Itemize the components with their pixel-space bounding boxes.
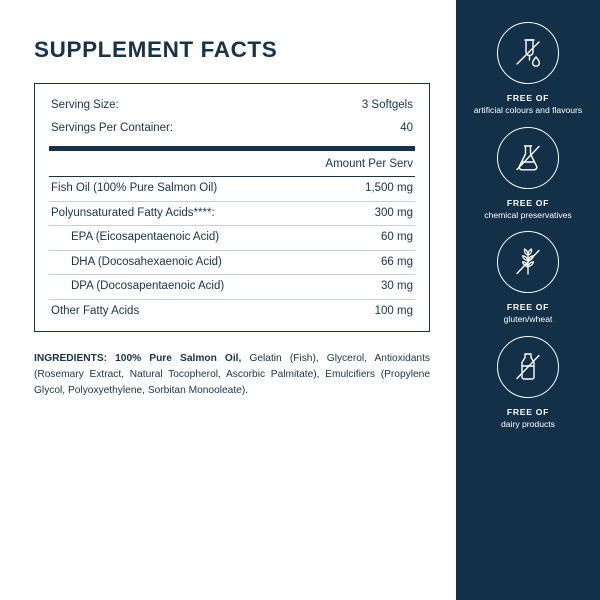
nutrient-value: 1,500 mg xyxy=(365,182,413,195)
page-title: SUPPLEMENT FACTS xyxy=(34,37,278,62)
servings-per-container-row xyxy=(49,117,415,141)
table-row xyxy=(49,300,415,324)
badge-description: dairy products xyxy=(501,418,555,429)
serving-size-value: 3 Softgels xyxy=(361,98,413,111)
badge-chemical-preservatives xyxy=(456,127,600,222)
table-row xyxy=(49,202,415,226)
table-row xyxy=(49,251,415,275)
serving-size-row xyxy=(49,94,415,118)
nutrient-label: DPA (Docosapentaenoic Acid) xyxy=(71,280,225,293)
free-of-badges-panel xyxy=(456,0,600,600)
milk-bottle-crossed-icon xyxy=(508,347,548,387)
dropper-crossed-icon xyxy=(508,33,548,73)
ingredients-bold-part: 100% Pure Salmon Oil, xyxy=(115,353,242,365)
badge-dairy-products xyxy=(456,336,600,431)
nutrient-label: EPA (Eicosapentaenoic Acid) xyxy=(71,231,220,244)
badge-circle xyxy=(497,127,559,189)
nutrient-label: Other Fatty Acids xyxy=(51,304,140,317)
badge-description: chemical preservatives xyxy=(484,209,572,220)
ingredients-paragraph xyxy=(34,351,430,398)
nutrient-value: 60 mg xyxy=(381,231,413,244)
ingredients-heading: INGREDIENTS: xyxy=(34,353,108,365)
badge-free-label: FREE OF xyxy=(506,302,550,313)
badge-artificial-colours xyxy=(456,22,600,117)
table-row xyxy=(49,275,415,299)
badge-description: gluten/wheat xyxy=(503,314,553,325)
serving-size-label: Serving Size: xyxy=(51,98,119,111)
nutrient-value: 30 mg xyxy=(381,280,413,293)
flask-crossed-icon xyxy=(508,138,548,178)
badge-circle xyxy=(497,336,559,398)
amount-per-serving-header: Amount Per Serv xyxy=(325,157,413,170)
ingredients-text: Gelatin (Fish), Glycerol, Antioxidants (Rosemary Extract, Natural Tocopherol, Ascorbic Palmitate), Emulcifiers (Propylene Glycol, Polyoxyethylene, Sorbitan Monooleate). xyxy=(34,353,431,396)
nutrient-value: 300 mg xyxy=(374,206,413,219)
badge-circle xyxy=(497,22,559,84)
badge-circle xyxy=(497,231,559,293)
badge-gluten-wheat xyxy=(456,231,600,326)
badge-free-label: FREE OF xyxy=(506,406,550,417)
badge-free-label: FREE OF xyxy=(506,93,550,103)
nutrient-value: 100 mg xyxy=(374,304,413,317)
servings-per-container-label: Servings Per Container: xyxy=(51,122,174,135)
badge-description: artificial colours and flavours xyxy=(473,105,583,115)
supplement-facts-table xyxy=(34,83,430,333)
nutrient-label: Fish Oil (100% Pure Salmon Oil) xyxy=(51,182,218,195)
table-row xyxy=(49,177,415,201)
servings-per-container-value: 40 xyxy=(400,122,413,135)
badge-free-label: FREE OF xyxy=(506,197,550,208)
wheat-crossed-icon xyxy=(508,242,548,282)
nutrient-label: DHA (Docosahexaenoic Acid) xyxy=(71,255,222,268)
nutrient-label: Polyunsaturated Fatty Acids****: xyxy=(51,206,215,219)
table-row xyxy=(49,226,415,250)
nutrient-value: 66 mg xyxy=(381,255,413,268)
